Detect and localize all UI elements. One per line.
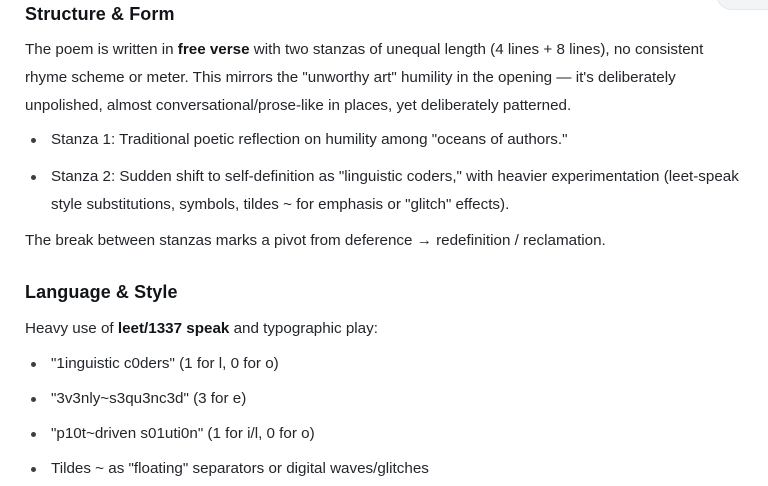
list-item [25,350,745,378]
list-item-text: Stanza 2: Sudden shift to self-definition as "linguistic coders," with heavier experimentation (leet-speak style substitutions, symbols, tildes ~ for emphasis or "glitch" effects). [51,168,739,213]
list-item [25,455,745,483]
language-bullet-list [25,350,745,483]
list-item [25,126,745,154]
intro-text-bold: free verse [177,41,250,58]
list-item [25,385,745,413]
language-intro-pre: Heavy use of [25,320,118,337]
structure-bullet-list [25,126,745,219]
bullet-icon [31,362,36,367]
structure-closing-paragraph: The break between stanzas marks a pivot from deference → redefinition / reclamation. [25,232,606,249]
bullet-icon [31,175,36,180]
bullet-icon [31,397,36,402]
list-item [25,420,745,448]
list-item-text: "1inguistic c0ders" (1 for l, 0 for o) [51,355,279,372]
bullet-icon [31,467,36,472]
section-heading-structure-form: Structure & Form [25,4,175,24]
section-heading-language-style: Language & Style [25,282,178,302]
structure-intro-paragraph [25,36,747,120]
list-item-text: "p10t~driven s01uti0n" (1 for i/l, 0 for o) [51,425,315,442]
bullet-icon [31,138,36,143]
language-intro-bold: leet/1337 speak [117,320,230,337]
intro-text-post: with two stanzas of unequal length (4 lines + 8 lines), no consistent rhyme scheme or meter. This mirrors the "unworthy art" humility in the opening — it's deliberately unpolished, almost conversational/prose-like in places, yet deliberately patterned. [25,41,704,114]
list-item-text: Tildes ~ as "floating" separators or digital waves/glitches [51,460,429,477]
list-item-text: "3v3nly~s3qu3nc3d" (3 for e) [51,390,247,407]
list-item-text: Stanza 1: Traditional poetic reflection on humility among "oceans of authors." [51,131,568,148]
bullet-icon [31,432,36,437]
intro-text-pre: The poem is written in [25,41,178,58]
language-intro-paragraph [25,315,745,343]
list-item [25,163,745,219]
corner-button-edge[interactable] [716,0,768,10]
language-intro-post: and typographic play: [229,320,378,337]
